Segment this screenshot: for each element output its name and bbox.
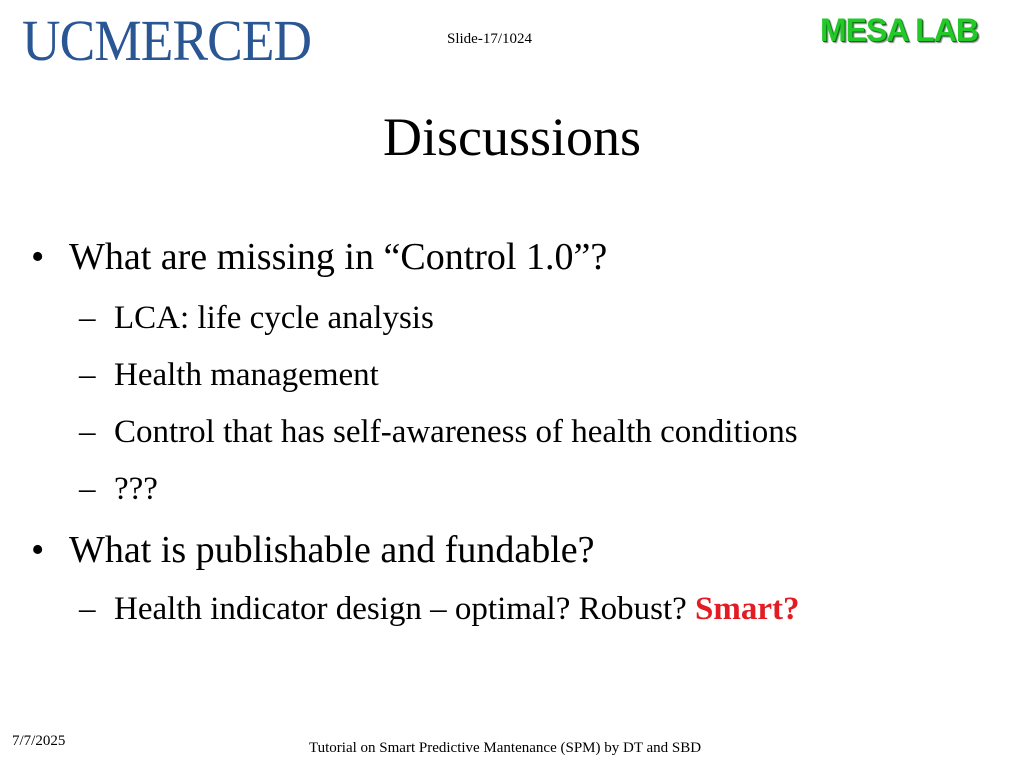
- bullet-item: [31, 236, 608, 280]
- dash-marker: –: [79, 357, 96, 393]
- sub-bullet-item: [79, 591, 800, 629]
- sub-bullet-text: ???: [114, 471, 158, 507]
- bullet-marker: •: [31, 529, 45, 571]
- bullet-marker: •: [31, 236, 45, 278]
- footer-date: 7/7/2025: [12, 733, 66, 749]
- bullet-text: What are missing in “Control 1.0”?: [69, 236, 608, 278]
- slide-title: Discussions: [382, 107, 642, 167]
- dash-marker: –: [79, 471, 96, 507]
- dash-marker: –: [79, 591, 96, 627]
- slide-number: Slide-17/1024: [447, 31, 532, 47]
- uc-merced-logo: UCMERCED: [22, 8, 312, 73]
- sub-bullet-item: [79, 414, 798, 452]
- smart-highlight: Smart?: [695, 591, 800, 627]
- footer-text: Tutorial on Smart Predictive Mantenance (SPM) by DT and SBD: [309, 740, 702, 756]
- sub-bullet-item: [79, 471, 158, 509]
- sub-bullet-item: [79, 300, 434, 338]
- bullet-text: What is publishable and fundable?: [69, 529, 595, 571]
- sub-bullet-text: LCA: life cycle analysis: [114, 300, 434, 336]
- dash-marker: –: [79, 414, 96, 450]
- sub-bullet-text: Health management: [114, 357, 379, 393]
- sub-bullet-item: [79, 357, 379, 395]
- dash-marker: –: [79, 300, 96, 336]
- sub-bullet-text: Control that has self-awareness of health conditions: [114, 414, 798, 450]
- mesa-lab-logo: MESA LAB: [820, 12, 978, 48]
- sub-bullet-text: Health indicator design – optimal? Robust?: [114, 591, 696, 627]
- bullet-item: [31, 529, 595, 573]
